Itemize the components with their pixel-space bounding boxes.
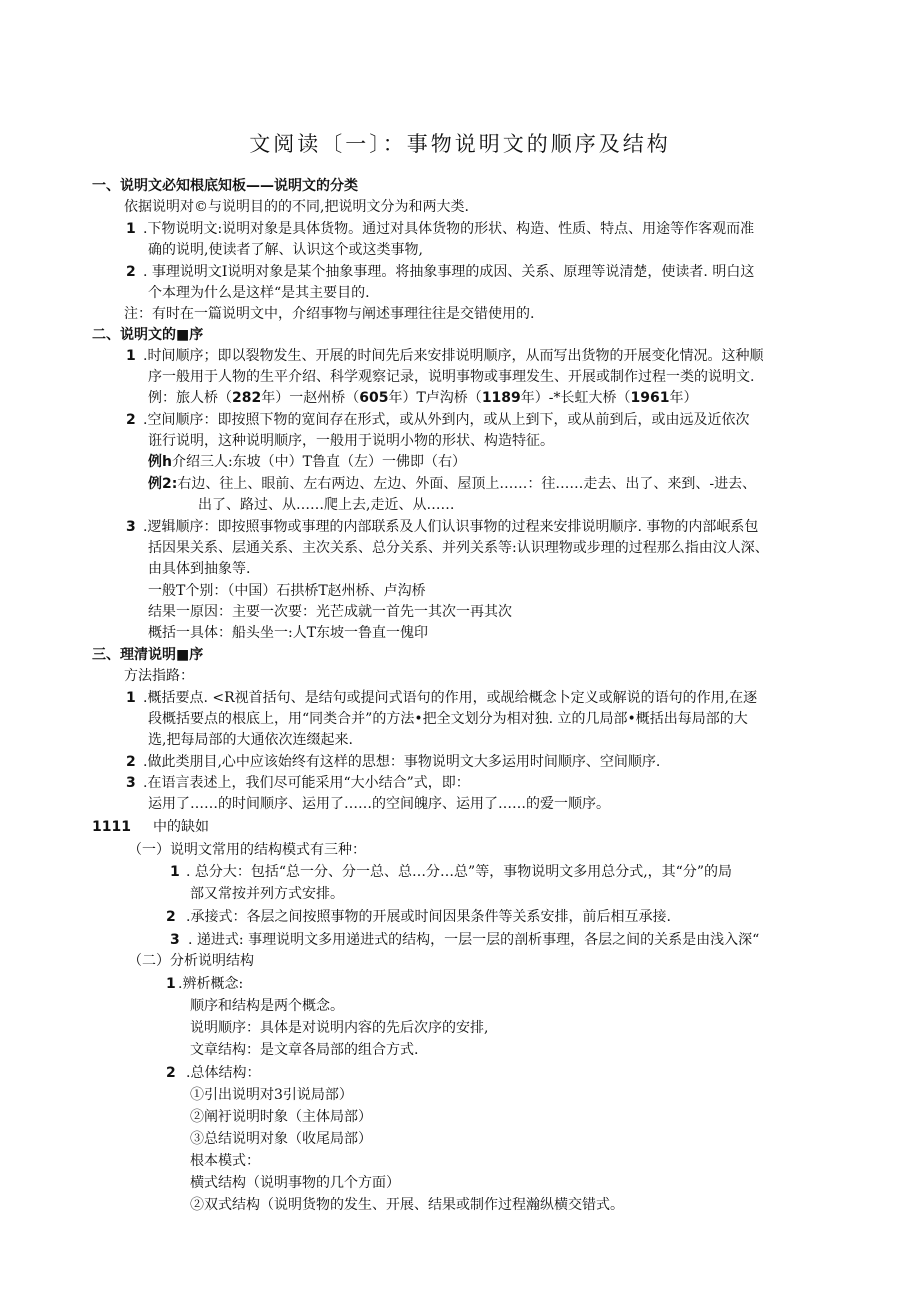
section-3-item-1-line-1: .概括要点. <R视首括句、是结句或提问式语句的作用，或觇给概念卜定义或解说的语句的作用,在逐	[143, 690, 758, 706]
section-3-item-3-line-2: 运用了……的时间顺序、运用了……的空间魄序、运用了……的爱一顺序。	[148, 796, 610, 812]
section-3-item-1-line-2: 段概括要点的根底上，用“同类合并”的方法•把全文划分为相对独. 立的几局部•概括出每局部的大	[148, 711, 748, 727]
section-1-item-1-line-2: 确的说明,使读者了解、认识这个或这类事物,	[148, 242, 423, 258]
section-3-item-1-number: 1	[126, 690, 136, 706]
section-2-example-1	[148, 452, 466, 472]
section-2-item-1-line-2: 序一般用于人物的生平介绍、科学观察记录，说明事物或事理发生、开展或制作过程一类的说明文.	[148, 369, 755, 385]
bridge-year-3: 1189	[481, 390, 521, 406]
analysis-2-line-2: ②阐衧说明时象（主体局部）	[190, 1109, 372, 1125]
section-3-item-2-number: 2	[126, 754, 136, 770]
section-2-item-3-line-3: 由具体到抽象等.	[148, 561, 251, 577]
section-1-note: 注：有时在一篇说明文中，介绍事物与阐述事理往往是交错使用的.	[124, 306, 535, 322]
section-2-item-3-number: 3	[126, 519, 136, 535]
section-2-heading: 二、说明文的■序	[92, 327, 204, 343]
bridge-example-mid-1: 年）一赵州桥（	[261, 390, 360, 406]
bridge-example-mid-2: 年）T卢沟桥（	[388, 390, 482, 406]
section-3-heading: 三、理清说明■序	[92, 647, 204, 663]
analysis-1-number: 1	[166, 976, 176, 992]
example-1-text: 介绍三人:东坡（中）T鲁直（左）一佛即（右）	[171, 454, 467, 470]
section-4-heading-number: 1111	[92, 819, 131, 835]
bridge-example-suffix: 年）	[669, 390, 698, 406]
section-2-item-3-line-1: .逻辑顺序：即按照事物或事理的内部联系及人们认识事物的过程来安排说明顺序. 事物的内部岷系包	[143, 519, 759, 535]
structure-1-number: 1	[170, 864, 180, 880]
section-2-item-1-line-1: .时间顺序；即以裂物发生、开展的时间先后来安排说明顺序，从而写出货物的开展变化情况。这种顺	[143, 348, 764, 364]
section-2-item-2-number: 2	[126, 412, 136, 428]
section-3-method-label: 方法指路：	[124, 668, 194, 684]
example-2-text: 右边、往上、眼前、左右两边、左边、外面、屋顶上……：往……走去、出了、来到、-进去、	[177, 476, 757, 492]
analysis-2-number: 2	[166, 1065, 176, 1081]
bridge-example-mid-3: 年）-*长虹大桥（	[520, 390, 631, 406]
analysis-2-line-4: 根本模式：	[190, 1153, 260, 1169]
analysis-1-title: .辨析概念:	[178, 976, 244, 992]
section-3-item-3-number: 3	[126, 775, 136, 791]
section-4-subheading-1: （一）说明文常用的结构模式有三种：	[128, 842, 366, 858]
analysis-2-title: .总体结构：	[186, 1065, 261, 1081]
section-2-item-2-line-2: 诳行说明，这种说明顺序，一般用于说明小物的形状、构造特征。	[148, 433, 554, 449]
analysis-2-line-6: ②双式结构（说明货物的发生、开展、结果或制作过程瀚纵横交错式。	[190, 1197, 624, 1213]
structure-2-number: 2	[166, 909, 176, 925]
structure-1-line-1: . 总分大：包括“总一分、分一总、总…分…总”等，事物说明文多用总分式,，其“分”的局	[186, 864, 732, 880]
section-3-item-1-line-3: 选,把每局部的大通依次连缀起来.	[148, 732, 353, 748]
section-1-item-2-number: 2	[126, 264, 136, 280]
example-2-label: 例2:	[148, 476, 178, 492]
bridge-year-2: 605	[359, 390, 389, 406]
structure-1-line-2: 部又常按并列方式安排。	[190, 886, 344, 902]
section-3-item-2-line-1: .做此类朋目,心中应该始终有这样的思想：事物说明文大多运用时间顺序、空间顺序.	[143, 754, 661, 770]
section-2-item-2-line-1: .空间顺序：即按照下物的宽间存在形式，或从外到内，或从上到下，或从前到后，或由远及近依次	[143, 412, 750, 428]
section-2-item-1-example	[148, 388, 697, 408]
section-2-item-3-line-2: 括因果关系、层通关系、主次关系、总分关系、并列关系等:认识理物或步理的过程那么指由汶人深、	[148, 540, 769, 556]
analysis-1-line-1: 顺序和结构是两个概念。	[190, 998, 344, 1014]
structure-3-number: 3	[170, 932, 180, 948]
section-1-intro: 依据说明对©与说明目的的不同,把说明文分为和两大类.	[124, 199, 469, 215]
section-1-item-1-line-1: .下物说明文:说明对象是具体货物。通过对具体货物的形状、构造、性质、特点、用途等作客观而准	[143, 221, 755, 237]
section-2-item-3-example-2: 结果一原因：主要一次要：光芒成就一首先一其次一再其次	[148, 604, 512, 620]
section-2-item-3-example-3: 概括一具体：船头坐一:人T东坡一鲁直一傀印	[148, 625, 429, 641]
bridge-year-1: 282	[232, 390, 262, 406]
structure-2-line-1: .承接式：各层之间按照事物的开展或时间因果条件等关系安排，前后相互承接.	[186, 909, 671, 925]
analysis-1-line-3: 文章结构：是文章各局部的组合方式.	[190, 1042, 419, 1058]
section-2-item-1-number: 1	[126, 348, 136, 364]
section-2-item-3-example-1: 一般T个别：（中国）石拱桥T赵州桥、卢沟桥	[148, 583, 426, 599]
analysis-2-line-1: ①引出说明对3引说局部）	[190, 1087, 353, 1103]
bridge-year-4: 1961	[630, 390, 670, 406]
section-2-example-2-line-2: 出了、路过、从……爬上去,走近、从……	[198, 497, 455, 513]
analysis-2-line-5: 横式结构（说明事物的几个方面）	[190, 1175, 400, 1191]
analysis-1-line-2: 说明顺序：具体是对说明内容的先后次序的安排,	[190, 1020, 489, 1036]
analysis-2-line-3: ③总结说明对象（收尾局部）	[190, 1131, 372, 1147]
document-title: 文阅读〔一〕：事物说明文的顺序及结构	[249, 132, 671, 156]
section-1-item-2-line-2: 个本理为什么是这样“是其主要目的.	[148, 285, 370, 301]
section-4-heading: 中的缺如	[153, 819, 209, 835]
example-1-label: 例h	[148, 454, 172, 470]
section-1-item-1-number: 1	[126, 221, 136, 237]
section-1-item-2-line-1: . 事理说明文I说明对象是某个抽象事理。将抽象事理的成因、关系、原理等说清楚，使读者. 明白这	[143, 264, 755, 280]
section-1-heading: 一、说明文必知根底知板——说明文的分类	[92, 178, 358, 194]
bridge-example-prefix: 例：旅人桥（	[148, 390, 232, 406]
structure-3-line-1: . 递进式: 事理说明文多用递进式的结构，一层一层的剖析事理，各层之间的关系是由浅入深“	[188, 932, 760, 948]
section-2-example-2	[148, 474, 756, 494]
section-3-item-3-line-1: .在语言表述上，我们尽可能采用“大小结合”式，即：	[143, 775, 470, 791]
section-4-subheading-2: （二）分析说明结构	[128, 953, 254, 969]
